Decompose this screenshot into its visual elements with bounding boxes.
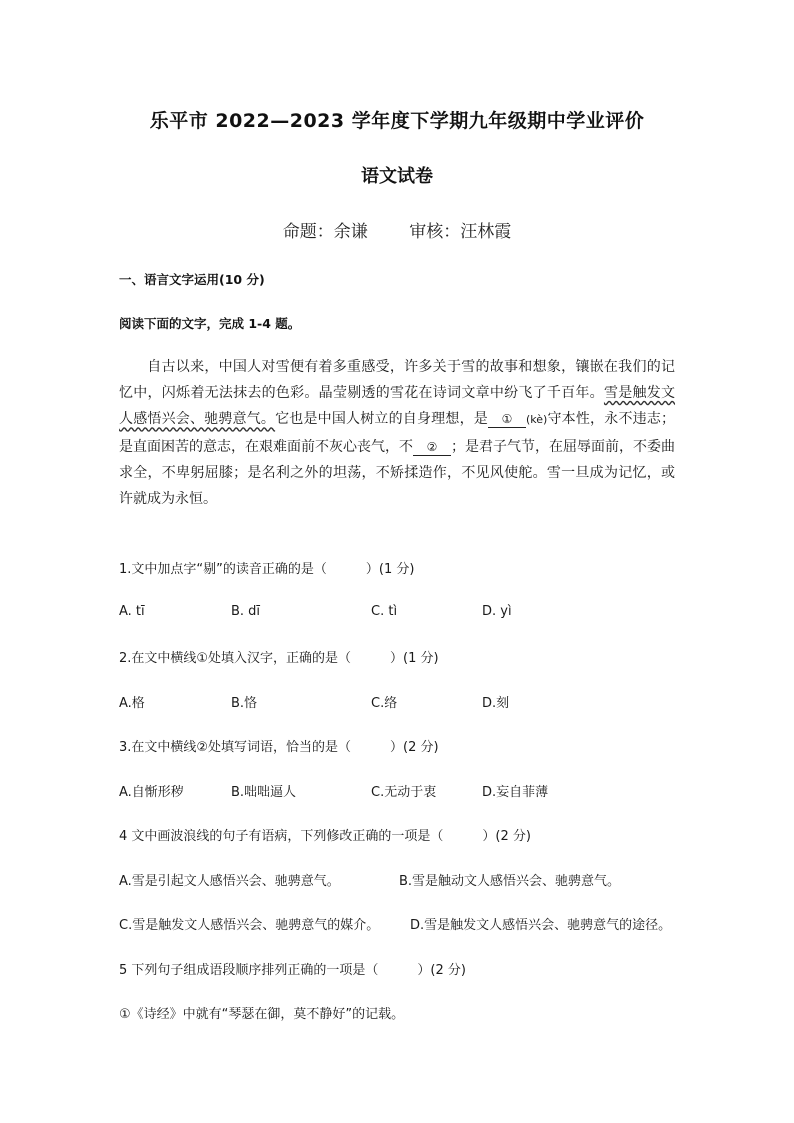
option-a: A. tī [119,604,145,619]
exam-subtitle: 语文试卷 [361,166,433,187]
passage-part2: 它也是中国人树立的自身理想，是 [275,411,488,428]
option-b: B.咄咄逼人 [231,785,297,800]
reviewer-label: 审核：汪林霞 [409,222,512,242]
question-4-stem: 4 文中画波浪线的句子有语病，下列修改正确的一项是（ ）(2 分) [119,829,531,844]
pinyin-hint: (kè) [525,413,548,427]
reading-instruction: 阅读下面的文字，完成 1-4 题。 [119,316,301,331]
option-c: C.雪是触发文人感悟兴会、驰骋意气的媒介。 [119,918,380,933]
option-b: B.恪 [231,696,258,711]
blank-1: ① [488,411,526,428]
blank-2: ② [413,439,451,456]
section-heading: 一、语言文字运用(10 分) [119,272,265,287]
option-d: D.雪是触发文人感悟兴会、驰骋意气的途径。 [410,918,672,933]
option-a: A.格 [119,696,145,711]
passage [119,354,675,512]
passage-part3: 守本性，永不违志；是直面困苦的意志，在艰难面前不灰心丧气，不 [119,411,676,455]
option-a: A.雪是引起文人感悟兴会、驰骋意气。 [119,874,340,889]
author-line [0,217,794,242]
wavy-underlined-sentence: 雪是触发文人感悟兴会、驰骋意气。 [119,385,676,428]
sentence-1: ①《诗经》中就有“琴瑟在御，莫不静好”的记载。 [119,1007,405,1022]
author-label: 命题：余谦 [282,222,368,242]
option-d: D. yì [482,604,512,619]
question-3-stem: 3.在文中横线②处填写词语，恰当的是（ ）(2 分) [119,740,439,755]
question-1-stem: 1.文中加点字“剔”的读音正确的是（ ）(1 分) [119,562,415,577]
question-2-stem: 2.在文中横线①处填入汉字，正确的是（ ）(1 分) [119,651,439,666]
option-c: C.无动于衷 [371,785,437,800]
option-d: D.刻 [482,696,510,711]
option-b: B.雪是触动文人感悟兴会、驰骋意气。 [399,874,621,889]
passage-part4: ；是君子气节，在屈辱面前，不委曲求全，不卑躬屈膝；是名利之外的坦荡，不矫揉造作，不见风使舵。雪一旦成为记忆，或许就成为永恒。 [119,438,675,508]
question-5-stem: 5 下列句子组成语段顺序排列正确的一项是（ ）(2 分) [119,963,466,978]
option-b: B. dī [231,604,261,619]
option-c: C.络 [371,696,398,711]
option-d: D.妄自菲薄 [482,785,549,800]
option-a: A.自惭形秽 [119,785,184,800]
option-c: C. tì [371,604,398,619]
passage-part1: 自古以来，中国人对雪便有着多重感受，许多关于雪的故事和想象，镶嵌在我们的记忆中，闪烁着无法抹去的色彩。晶莹剔透的雪花在诗词文章中纷飞了千百年。 [119,359,675,402]
exam-title: 乐平市 2022—2023 学年度下学期九年级期中学业评价 [149,110,645,132]
